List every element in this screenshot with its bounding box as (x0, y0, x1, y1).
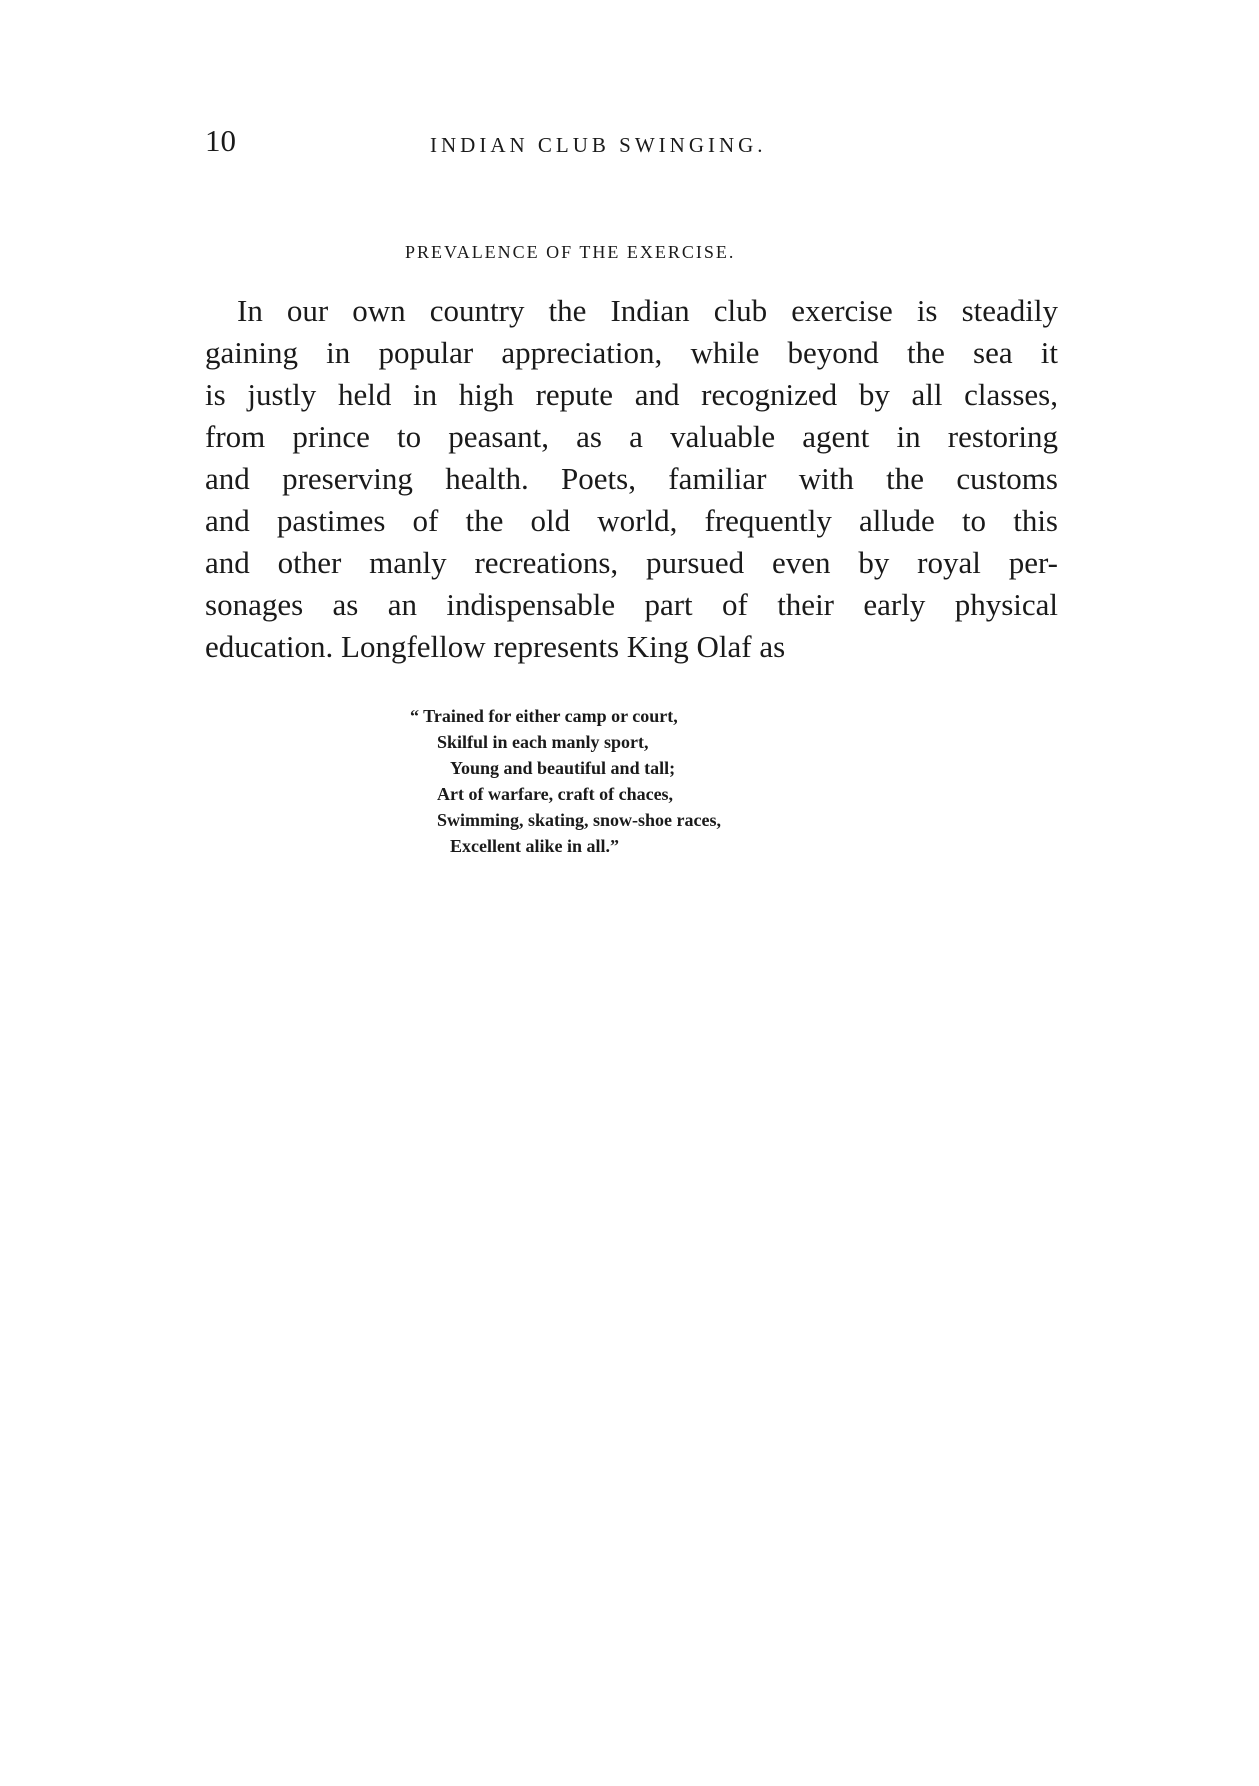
page-number: 10 (205, 123, 236, 158)
body-line: and pastimes of the old world, frequently allude to this (205, 503, 1058, 538)
body-line: In our own country the Indian club exercise is steadily (237, 293, 1058, 328)
running-head: INDIAN CLUB SWINGING. (430, 133, 767, 157)
poem-line: Excellent alike in all.” (450, 836, 619, 856)
poem-line: Swimming, skating, snow-shoe races, (437, 810, 722, 830)
body-line: is justly held in high repute and recognized by all classes, (205, 377, 1058, 412)
body-line: gaining in popular appreciation, while beyond the sea it (205, 335, 1058, 370)
poem-line: “ Trained for either camp or court, (410, 706, 678, 726)
body-line: from prince to peasant, as a valuable agent in restoring (205, 419, 1058, 454)
poem-quotation (410, 703, 721, 859)
body-line: education. Longfellow represents King Olaf as (205, 629, 786, 664)
poem-line: Young and beautiful and tall; (450, 758, 676, 778)
body-paragraph (205, 290, 1058, 668)
poem-line: Skilful in each manly sport, (437, 732, 649, 752)
body-line: sonages as an indispensable part of their early physical (205, 587, 1058, 622)
body-line: and preserving health. Poets, familiar with the customs (205, 461, 1058, 496)
body-line: and other manly recreations, pursued even by royal per- (205, 545, 1058, 580)
poem-line: Art of warfare, craft of chaces, (437, 784, 674, 804)
section-title: PREVALENCE OF THE EXERCISE. (405, 242, 736, 262)
